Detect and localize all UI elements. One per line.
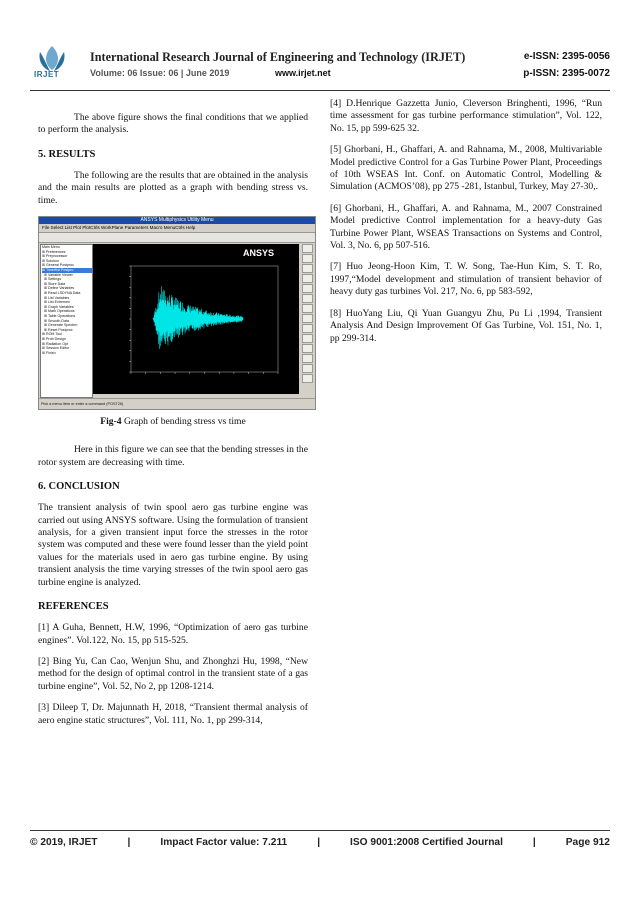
ansys-side-button[interactable] [302, 274, 313, 283]
page-footer [30, 837, 610, 848]
ansys-tree-item[interactable]: ⊞ Finish [42, 350, 56, 355]
conclusion-heading: 6. CONCLUSION [38, 481, 120, 493]
references-heading: REFERENCES [38, 601, 109, 613]
ansys-side-button[interactable] [302, 354, 313, 363]
ansys-tree-item[interactable]: ⊞ Graph Variables [42, 304, 74, 309]
ansys-tree-item[interactable]: ⊞ Settings [42, 277, 61, 282]
footer-copyright: © 2019, IRJET [30, 837, 98, 848]
ansys-tree-item[interactable]: ⊞ List Variables [42, 295, 70, 300]
ansys-side-buttons [301, 244, 314, 394]
footer-separator: | [127, 837, 131, 848]
ansys-tree-item[interactable]: ⊞ Preprocessor [42, 254, 68, 259]
reference-3: [3] Dileep T, Dr. Majunnath H, 2018, “Transient thermal analysis of aero engine static structures”, Vol. 111, No. 1, pp 299-314, [38, 702, 308, 726]
ansys-tree-item[interactable]: ⊞ Preferences [42, 249, 66, 254]
ansys-side-button[interactable] [302, 334, 313, 343]
reference-5: [5] Ghorbani, H., Ghaffari, A. and Rahnama, M., 2008, Multivariable Model predictive Control for a Gas Turbine Power Plant, Proceedings of 10th WSEAS Int. Conf. on Automatic Control, Modelling & Simulation (ACMOS’08), pp 275 -281, Istanbul, Turkey, May 27-30,. [330, 144, 602, 193]
right-column [330, 98, 602, 354]
ansys-tree-item[interactable]: Main Menu [42, 245, 60, 250]
journal-header [30, 40, 610, 88]
caption-label: Fig-4 [100, 416, 122, 428]
results-heading: 5. RESULTS [38, 148, 96, 160]
footer-separator: | [532, 837, 536, 848]
footer-separator: | [317, 837, 321, 848]
journal-title: International Research Journal of Engineering and Technology (IRJET) [90, 50, 466, 64]
logo-text: IRJET [34, 70, 60, 79]
ansys-tree-item[interactable]: ⊞ ROM Tool [42, 332, 62, 337]
ansys-tree-item[interactable]: ⊞ Math Operations [42, 309, 75, 314]
ansys-side-button[interactable] [302, 314, 313, 323]
ansys-tree-item[interactable]: ⊞ Store Data [42, 281, 66, 286]
caption-text: Graph of bending stress vs time [121, 416, 246, 428]
ansys-side-button[interactable] [302, 264, 313, 273]
ansys-tree-item[interactable]: ⊞ List Extremes [42, 300, 70, 305]
reference-1: [1] A Guha, Bennett, H.W, 1996, “Optimization of aero gas turbine engines”. Vol.122, No. 15, pp 515-525. [38, 622, 308, 646]
reference-2: [2] Bing Yu, Can Cao, Wenjun Shu, and Zhonghzi Hu, 1998, “New method for the design of optimal control in the transient state of a gas turbine engine”, Vol. 52, No 2, pp 1208-1214. [38, 655, 308, 692]
ansys-tree-item[interactable]: ⊞ Radiation Opt [42, 341, 68, 346]
ansys-tree-item[interactable]: ⊞ Prob Design [42, 336, 66, 341]
reference-6: [6] Ghorbani, H., Ghaffari, A. and Rahnama, M., 2007 Constrained Model predictive Control implementation for a heavy-duty Gas Turbine Power Plant, WSEAS Transactions on Systems and Control, Vol. 3, No. 6, pp 507-516. [330, 202, 602, 252]
ansys-main-menu-tree [40, 244, 93, 398]
conclusion-paragraph: The transient analysis of twin spool aero gas turbine engine was carried out using ANSYS software. Using the formulation of transient analysis, for a given transient input force the stresses in the rotor system was computed and these were found lesser than the yield point values for the materials used in aero gas turbine engine. By using transient analysis the time varying stresses of the twin spool aero gas turbine engine is analyzed. [38, 502, 308, 588]
ansys-tree-item[interactable]: ⊞ Generate Spectrm [42, 323, 78, 328]
ansys-tree-item[interactable]: ⊞ Reset Postproc [42, 327, 73, 332]
footer-iso: ISO 9001:2008 Certified Journal [350, 837, 503, 848]
header-rule [30, 90, 610, 91]
ansys-toolbar [39, 232, 315, 243]
ansys-tree-item[interactable]: ⊞ Variable Viewer [42, 272, 73, 277]
reference-7: [7] Huo Jeong-Hoon Kim, T. W. Song, Tae-Hun Kim, S. T. Ro, 1997,“Model development and stimulation of transient behavior of heavy duty gas turbines Vol. 217, No. 6, pp 583-592, [330, 261, 602, 298]
ansys-side-button[interactable] [302, 294, 313, 303]
figure-caption [38, 416, 308, 428]
ansys-side-button[interactable] [302, 324, 313, 333]
footer-impact-factor: Impact Factor value: 7.211 [160, 837, 288, 848]
left-column [38, 112, 308, 736]
ansys-tree-item[interactable]: ⊞ Define Variables [42, 286, 75, 291]
footer-page-number: Page 912 [565, 837, 610, 848]
ansys-brand: ANSYS [243, 248, 275, 259]
ansys-screenshot-figure [38, 216, 316, 410]
reference-8: [8] HuoYang Liu, Qi Yuan Guangyu Zhu, Pu Li ,1994, Transient Analysis And Design Improvement Of Gas Turbine, Vol. 151, No. 1, pp 299-314. [330, 307, 602, 344]
ansys-tree-item[interactable]: ⊞ TimeHist Postpro [42, 268, 92, 273]
discussion-paragraph: Here in this figure we can see that the bending stresses in the rotor system are decreasing with time. [38, 444, 308, 468]
journal-website[interactable]: www.irjet.net [275, 68, 331, 78]
intro-paragraph: The above figure shows the final conditions that we applied to perform the analysis. [38, 112, 308, 136]
ansys-side-button[interactable] [302, 254, 313, 263]
reference-4: [4] D.Henrique Gazzetta Junio, Cleverson Bringhenti, 1996, “Run time assessment for gas turbine performance stimulation”, Vol. 122, No. 15, pp 599-625 32. [330, 98, 602, 134]
results-paragraph: The following are the results that are obtained in the analysis and the main results are plotted as a graph with bending stress vs. time. [38, 169, 308, 206]
ansys-side-button[interactable] [302, 364, 313, 373]
ansys-side-button[interactable] [302, 344, 313, 353]
ansys-window-title: ANSYS Multiphysics Utility Menu [39, 217, 315, 224]
ansys-side-button[interactable] [302, 304, 313, 313]
ansys-menubar: File Select List Plot PlotCtrls WorkPlane Parameters Macro MenuCtrls Help [42, 225, 196, 231]
ansys-tree-item[interactable]: ⊞ General Postproc [42, 263, 74, 268]
ansys-side-button[interactable] [302, 374, 313, 383]
e-issn: e-ISSN: 2395-0056 [523, 51, 610, 62]
volume-issue: Volume: 06 Issue: 06 | June 2019 [90, 68, 230, 78]
ansys-side-button[interactable] [302, 284, 313, 293]
footer-rule [30, 830, 610, 831]
ansys-tree-item[interactable]: ⊞ Session Editor [42, 346, 70, 351]
ansys-tree-item[interactable]: ⊞ Smooth Data [42, 318, 69, 323]
ansys-tree-item[interactable]: ⊞ Table Operations [42, 313, 76, 318]
ansys-side-button[interactable] [302, 244, 313, 253]
ansys-tree-item[interactable]: ⊞ Solution [42, 258, 59, 263]
ansys-tree-item[interactable]: ⊞ Read LSDYNA Data [42, 290, 81, 295]
ansys-status-bar: Pick a menu item or enter a command (POST26) [39, 398, 315, 409]
p-issn: p-ISSN: 2395-0072 [523, 68, 610, 79]
bending-stress-plot [93, 244, 299, 394]
